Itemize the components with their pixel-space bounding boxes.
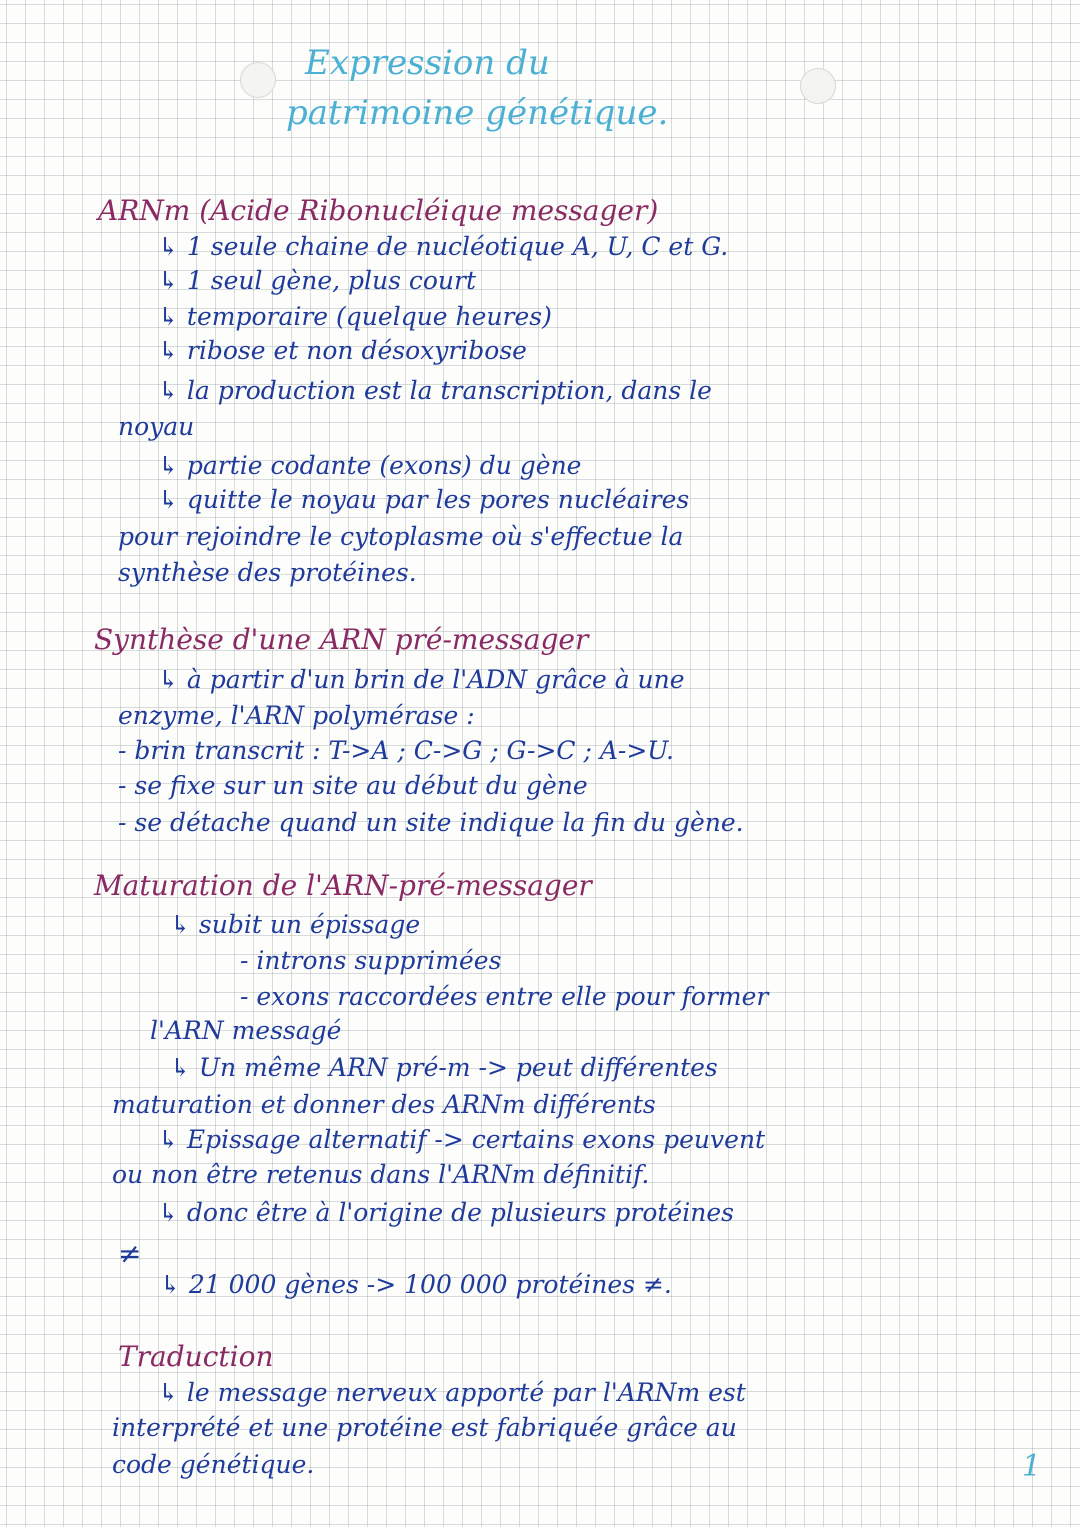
- maturation-line: ↳ 21 000 gènes -> 100 000 protéines ≠.: [160, 1270, 672, 1299]
- arnm-line: ↳ 1 seul gène, plus court: [158, 266, 477, 295]
- maturation-line: ou non être retenus dans l'ARNm définitif.: [112, 1160, 650, 1189]
- traduction-line: interprété et une protéine est fabriquée grâce au: [112, 1413, 737, 1442]
- section-heading-maturation: Maturation de l'ARN-pré-messager: [94, 869, 592, 902]
- page-title-line-2: patrimoine génétique.: [286, 93, 669, 133]
- arnm-line: ↳ quitte le noyau par les pores nucléaires: [158, 485, 690, 514]
- maturation-line: ↳ donc être à l'origine de plusieurs protéines: [158, 1198, 734, 1227]
- page-title-line-1: Expression du: [305, 43, 550, 83]
- section-heading-arnm: ARNm (Acide Ribonucléique messager): [98, 194, 659, 227]
- synthese-line: enzyme, l'ARN polymérase :: [118, 701, 475, 730]
- arnm-line: ↳ 1 seule chaine de nucléotique A, U, C et G.: [158, 232, 729, 261]
- section-heading-traduction: Traduction: [118, 1340, 274, 1373]
- traduction-line: code génétique.: [112, 1450, 315, 1479]
- arnm-line: ↳ ribose et non désoxyribose: [158, 336, 527, 365]
- synthese-line: - brin transcrit : T->A ; C->G ; G->C ; A->U.: [118, 736, 675, 765]
- arnm-line: pour rejoindre le cytoplasme où s'effectue la: [118, 522, 684, 551]
- punch-hole-right: [800, 68, 836, 104]
- arnm-line: ↳ temporaire (quelque heures): [158, 302, 552, 331]
- synthese-line: - se fixe sur un site au début du gène: [118, 771, 588, 800]
- arnm-line: noyau: [118, 412, 195, 441]
- not-equal-mark: ≠: [118, 1237, 142, 1270]
- maturation-line: - exons raccordées entre elle pour former: [240, 982, 769, 1011]
- arnm-line: ↳ partie codante (exons) du gène: [158, 451, 582, 480]
- maturation-line: ↳ Un même ARN pré-m -> peut différentes: [170, 1053, 718, 1082]
- section-heading-synthese: Synthèse d'une ARN pré-messager: [94, 623, 589, 656]
- traduction-line: ↳ le message nerveux apporté par l'ARNm est: [158, 1378, 746, 1407]
- maturation-line: - introns supprimées: [240, 946, 502, 975]
- synthese-line: - se détache quand un site indique la fin du gène.: [118, 808, 744, 837]
- maturation-line: ↳ Epissage alternatif -> certains exons peuvent: [158, 1125, 766, 1154]
- maturation-line: maturation et donner des ARNm différents: [112, 1090, 656, 1119]
- punch-hole-left: [240, 62, 276, 98]
- arnm-line: synthèse des protéines.: [118, 558, 417, 587]
- maturation-line: ↳ subit un épissage: [170, 910, 421, 939]
- arnm-line: ↳ la production est la transcription, dans le: [158, 376, 712, 405]
- page-number: 1: [1022, 1449, 1042, 1484]
- maturation-line: l'ARN messagé: [150, 1016, 342, 1045]
- synthese-line: ↳ à partir d'un brin de l'ADN grâce à une: [158, 665, 685, 694]
